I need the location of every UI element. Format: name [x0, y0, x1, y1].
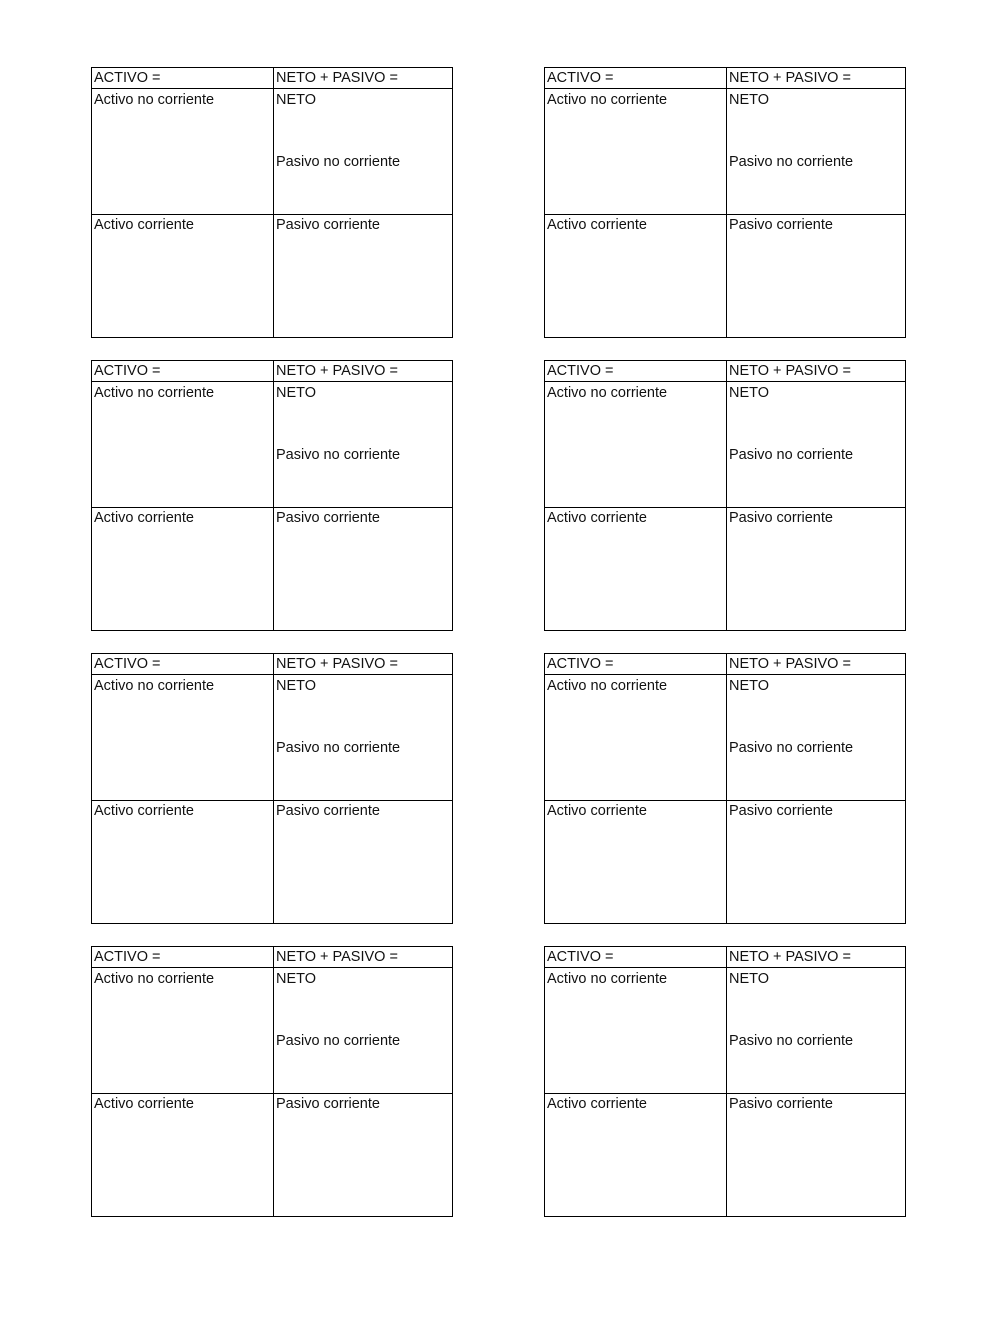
neto-label: NETO	[729, 971, 770, 987]
column-divider	[273, 654, 274, 923]
activo-corriente-label: Activo corriente	[547, 803, 647, 819]
activo-no-corriente-label: Activo no corriente	[94, 678, 215, 694]
balance-box-3	[91, 360, 453, 631]
neto-pasivo-header: NETO + PASIVO =	[276, 656, 398, 672]
pasivo-corriente-label: Pasivo corriente	[276, 217, 380, 233]
pasivo-corriente-label: Pasivo corriente	[729, 1096, 833, 1112]
neto-pasivo-header: NETO + PASIVO =	[276, 70, 398, 86]
balance-box-5	[91, 653, 453, 924]
activo-no-corriente-label: Activo no corriente	[94, 385, 215, 401]
activo-corriente-label: Activo corriente	[94, 217, 194, 233]
pasivo-no-corriente-label: Pasivo no corriente	[729, 447, 854, 463]
neto-pasivo-header: NETO + PASIVO =	[729, 949, 851, 965]
neto-label: NETO	[276, 971, 317, 987]
pasivo-no-corriente-label: Pasivo no corriente	[276, 1033, 401, 1049]
header-divider	[92, 381, 452, 382]
pasivo-no-corriente-label: Pasivo no corriente	[276, 154, 401, 170]
neto-label: NETO	[729, 385, 770, 401]
activo-corriente-label: Activo corriente	[94, 803, 194, 819]
neto-pasivo-header: NETO + PASIVO =	[276, 949, 398, 965]
balance-box-1	[91, 67, 453, 338]
activo-no-corriente-label: Activo no corriente	[547, 971, 668, 987]
activo-header: ACTIVO =	[94, 656, 161, 672]
pasivo-no-corriente-label: Pasivo no corriente	[729, 154, 854, 170]
balance-box-6	[544, 653, 906, 924]
header-divider	[545, 674, 905, 675]
neto-pasivo-header: NETO + PASIVO =	[729, 363, 851, 379]
pasivo-corriente-label: Pasivo corriente	[276, 510, 380, 526]
column-divider	[273, 68, 274, 337]
balance-box-4	[544, 360, 906, 631]
activo-no-corriente-label: Activo no corriente	[94, 92, 215, 108]
pasivo-corriente-label: Pasivo corriente	[729, 510, 833, 526]
header-divider	[92, 967, 452, 968]
pasivo-no-corriente-label: Pasivo no corriente	[729, 1033, 854, 1049]
header-divider	[545, 88, 905, 89]
column-divider	[273, 947, 274, 1216]
activo-no-corriente-label: Activo no corriente	[547, 678, 668, 694]
pasivo-no-corriente-label: Pasivo no corriente	[729, 740, 854, 756]
activo-header: ACTIVO =	[547, 949, 614, 965]
neto-pasivo-header: NETO + PASIVO =	[729, 656, 851, 672]
column-divider	[273, 361, 274, 630]
activo-header: ACTIVO =	[547, 656, 614, 672]
pasivo-corriente-label: Pasivo corriente	[276, 803, 380, 819]
activo-header: ACTIVO =	[547, 70, 614, 86]
header-divider	[92, 88, 452, 89]
section-divider	[545, 214, 905, 215]
activo-no-corriente-label: Activo no corriente	[547, 385, 668, 401]
column-divider	[726, 361, 727, 630]
activo-corriente-label: Activo corriente	[94, 1096, 194, 1112]
activo-no-corriente-label: Activo no corriente	[94, 971, 215, 987]
column-divider	[726, 947, 727, 1216]
neto-label: NETO	[729, 678, 770, 694]
pasivo-corriente-label: Pasivo corriente	[729, 803, 833, 819]
activo-header: ACTIVO =	[94, 363, 161, 379]
activo-header: ACTIVO =	[94, 949, 161, 965]
section-divider	[545, 800, 905, 801]
section-divider	[545, 507, 905, 508]
header-divider	[545, 967, 905, 968]
neto-label: NETO	[276, 678, 317, 694]
section-divider	[92, 507, 452, 508]
activo-corriente-label: Activo corriente	[547, 1096, 647, 1112]
section-divider	[92, 800, 452, 801]
header-divider	[545, 381, 905, 382]
pasivo-corriente-label: Pasivo corriente	[729, 217, 833, 233]
pasivo-no-corriente-label: Pasivo no corriente	[276, 740, 401, 756]
neto-label: NETO	[276, 92, 317, 108]
header-divider	[92, 674, 452, 675]
activo-header: ACTIVO =	[94, 70, 161, 86]
balance-box-7	[91, 946, 453, 1217]
column-divider	[726, 68, 727, 337]
balance-box-2	[544, 67, 906, 338]
section-divider	[92, 214, 452, 215]
pasivo-no-corriente-label: Pasivo no corriente	[276, 447, 401, 463]
section-divider	[545, 1093, 905, 1094]
activo-corriente-label: Activo corriente	[547, 510, 647, 526]
balance-box-8	[544, 946, 906, 1217]
neto-pasivo-header: NETO + PASIVO =	[276, 363, 398, 379]
activo-corriente-label: Activo corriente	[94, 510, 194, 526]
neto-label: NETO	[276, 385, 317, 401]
neto-label: NETO	[729, 92, 770, 108]
activo-corriente-label: Activo corriente	[547, 217, 647, 233]
activo-header: ACTIVO =	[547, 363, 614, 379]
section-divider	[92, 1093, 452, 1094]
neto-pasivo-header: NETO + PASIVO =	[729, 70, 851, 86]
column-divider	[726, 654, 727, 923]
pasivo-corriente-label: Pasivo corriente	[276, 1096, 380, 1112]
activo-no-corriente-label: Activo no corriente	[547, 92, 668, 108]
